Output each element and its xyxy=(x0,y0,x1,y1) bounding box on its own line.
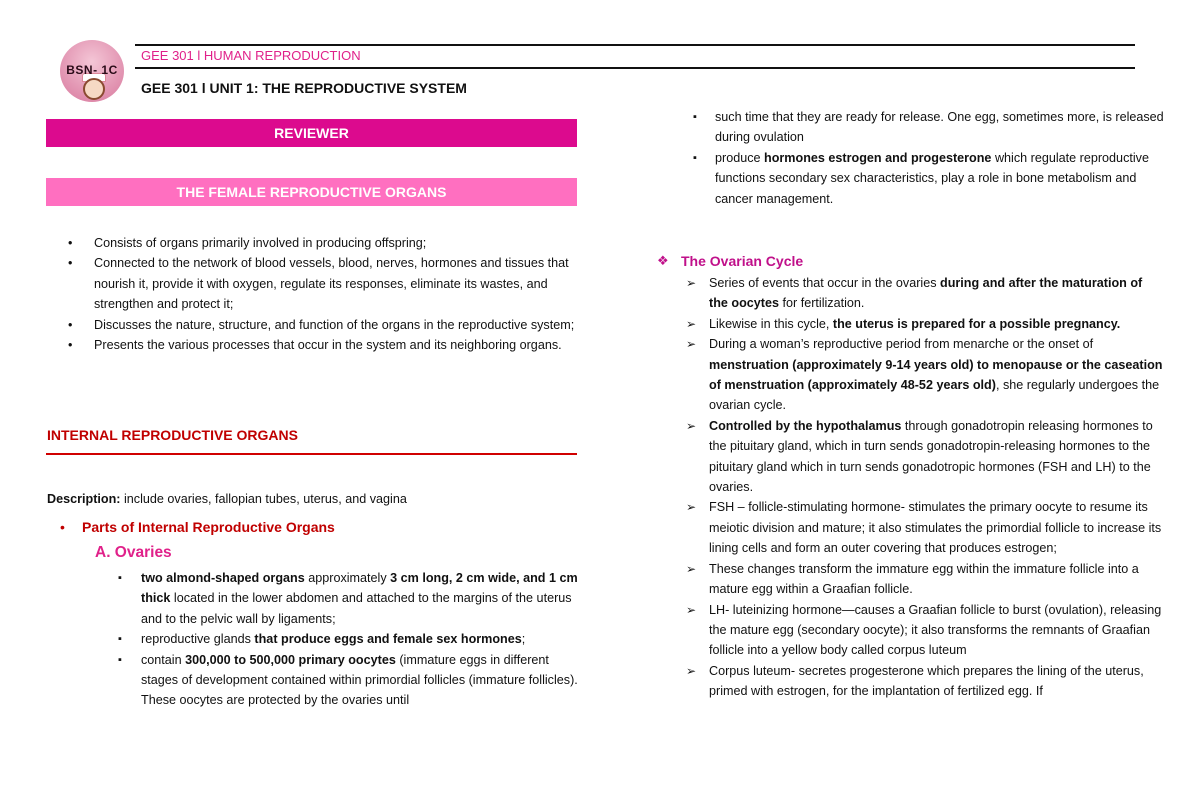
bsn-1c-logo xyxy=(60,40,124,102)
list-item: ➢ FSH – follicle-stimulating hormone- stimulates the primary oocyte to resume its meiotic division and mature; it also stimulates the primordial follicle to increase its lining cells and form an outer covering that produces estrogen; xyxy=(683,497,1163,558)
header-rule-top xyxy=(135,44,1135,46)
list-item: ➢ Likewise in this cycle, the uterus is prepared for a possible pregnancy. xyxy=(683,314,1163,334)
female-organs-banner: THE FEMALE REPRODUCTIVE ORGANS xyxy=(46,178,577,206)
ovaries-list-continued xyxy=(677,107,1167,209)
list-item: ➢ During a woman’s reproductive period from menarche or the onset of menstruation (approximately 9-14 years old) to menopause or the caseation of menstruation (approximately 48-52 years old), she regularly undergoes the ovarian cycle. xyxy=(683,334,1163,416)
description-label: Description: xyxy=(47,492,121,506)
list-item: ➢ Corpus luteum- secretes progesterone which prepares the lining of the uterus, primed with estrogen, for the implantation of fertilized egg. If xyxy=(683,661,1163,702)
list-item-continuation: ▪ such time that they are ready for release. One egg, sometimes more, is released during ovulation xyxy=(677,107,1167,148)
list-item: • Discusses the nature, structure, and function of the organs in the reproductive system; xyxy=(47,315,592,335)
parts-heading: Parts of Internal Reproductive Organs xyxy=(82,519,335,535)
diamond-bullet-icon: ❖ xyxy=(657,253,669,268)
nurse-avatar-icon xyxy=(83,78,105,100)
list-item: ➢ These changes transform the immature egg within the immature follicle into a mature egg within a Graafian follicle. xyxy=(683,559,1163,600)
unit-title: GEE 301 l UNIT 1: THE REPRODUCTIVE SYSTEM xyxy=(141,80,467,96)
description xyxy=(47,489,607,509)
section-divider xyxy=(46,453,577,455)
ovarian-cycle-heading: The Ovarian Cycle xyxy=(681,253,804,269)
list-item: ➢ Controlled by the hypothalamus through gonadotropin releasing hormones to the pituitary gland, which in turn sends gonadotropin-releasing hormones to the pituitary gland which in turn sends gonadotropic hormones (FSH and LH) to the ovaries. xyxy=(683,416,1163,498)
intro-section xyxy=(47,233,592,355)
ovaries-list xyxy=(115,568,585,711)
ovarian-cycle-list xyxy=(683,273,1163,702)
ovaries-continuation xyxy=(677,107,1167,209)
list-item: ▪ two almond-shaped organs approximately 3 cm long, 2 cm wide, and 1 cm thick located in the lower abdomen and attached to the margins of the uterus and to the pelvic wall by ligaments; xyxy=(115,568,585,629)
ovaries-subheading: A. Ovaries xyxy=(95,544,172,561)
ovaries-section xyxy=(115,568,585,711)
bullet-icon: • xyxy=(60,519,65,535)
logo-text: BSN- 1C xyxy=(66,63,118,77)
internal-organs-heading: INTERNAL REPRODUCTIVE ORGANS xyxy=(47,427,298,443)
intro-list xyxy=(47,233,592,355)
list-item: • Connected to the network of blood vessels, blood, nerves, hormones and tissues that nourish it, provide it with oxygen, regulate its responses, eliminate its wastes, and strengthen and protect it; xyxy=(47,253,592,314)
list-item: ➢ Series of events that occur in the ovaries during and after the maturation of the oocytes for fertilization. xyxy=(683,273,1163,314)
list-item: ▪ reproductive glands that produce eggs and female sex hormones; xyxy=(115,629,585,649)
header-rule-bottom xyxy=(135,67,1135,69)
list-item: ▪ contain 300,000 to 500,000 primary oocytes (immature eggs in different stages of development contained within primordial follicles (immature follicles). These oocytes are protected by the ovaries until xyxy=(115,650,585,711)
list-item: ➢ LH- luteinizing hormone—causes a Graafian follicle to burst (ovulation), releasing the mature egg (secondary oocyte); it also transforms the remnants of Graafian follicle into a yellow body called corpus luteum xyxy=(683,600,1163,661)
list-item: ▪ produce hormones estrogen and progesterone which regulate reproductive functions secondary sex characteristics, play a role in bone metabolism and cancer management. xyxy=(677,148,1167,209)
list-item: • Presents the various processes that occur in the system and its neighboring organs. xyxy=(47,335,592,355)
ovarian-cycle-section xyxy=(683,273,1163,702)
description-text: include ovaries, fallopian tubes, uterus, and vagina xyxy=(120,492,407,506)
course-subtitle: GEE 301 l HUMAN REPRODUCTION xyxy=(141,48,361,63)
reviewer-banner: REVIEWER xyxy=(46,119,577,147)
list-item: • Consists of organs primarily involved in producing offspring; xyxy=(47,233,592,253)
